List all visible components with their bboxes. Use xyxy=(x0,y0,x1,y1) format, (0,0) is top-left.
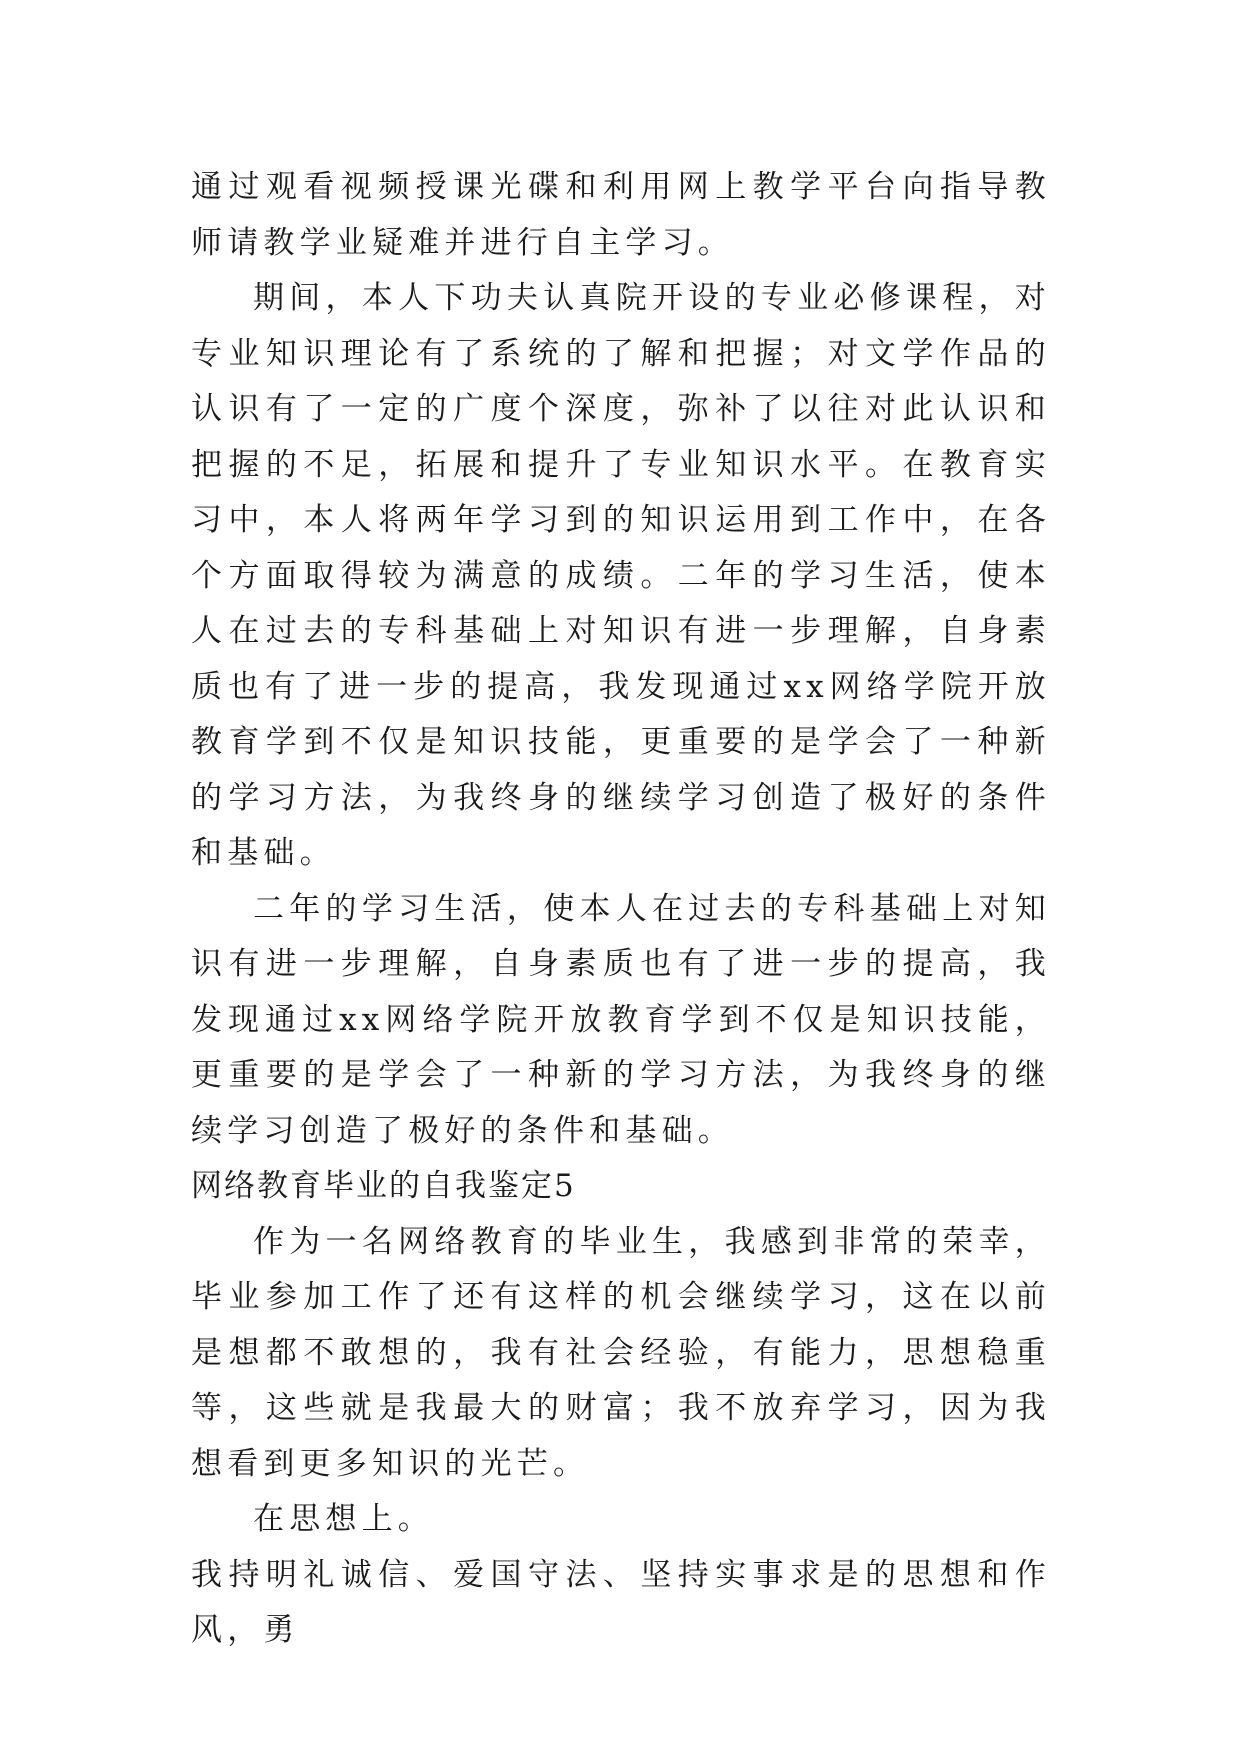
paragraph-2: 期间，本人下功夫认真院开设的专业必修课程，对专业知识理论有了系统的了解和把握；对文学作品的认识有了一定的广度个深度，弥补了以往对此认识和把握的不足，拓展和提升了专业知识水平。在教育实习中，本人将两年学习到的知识运用到工作中，在各个方面取得较为满意的成绩。二年的学习生活，使本人在过去的专科基础上对知识有进一步理解，自身素质也有了进一步的提高，我发现通过xx网络学院开放教育学到不仅是知识技能，更重要的是学会了一种新的学习方法，为我终身的继续学习创造了极好的条件和基础。 xyxy=(191,280,1051,871)
paragraph-3: 二年的学习生活，使本人在过去的专科基础上对知识有进一步理解，自身素质也有了进一步的提高，我发现通过xx网络学院开放教育学到不仅是知识技能，更重要的是学会了一种新的学习方法，为我终身的继续学习创造了极好的条件和基础。 xyxy=(191,890,1051,1149)
paragraph-4: 作为一名网络教育的毕业生，我感到非常的荣幸，毕业参加工作了还有这样的机会继续学习，这在以前是想都不敢想的，我有社会经验，有能力，思想稳重等，这些就是我最大的财富；我不放弃学习，因为我想看到更多知识的光芒。 xyxy=(191,1223,1051,1482)
paragraph-1: 通过观看视频授课光碟和利用网上教学平台向指导教师请教学业疑难并进行自主学习。 xyxy=(191,169,1051,261)
section-heading: 网络教育毕业的自我鉴定5 xyxy=(191,1168,576,1204)
document-body xyxy=(191,160,1051,1659)
paragraph-6: 我持明礼诚信、爱国守法、坚持实事求是的思想和作风，勇 xyxy=(191,1556,1051,1648)
paragraph-5: 在思想上。 xyxy=(253,1501,434,1537)
